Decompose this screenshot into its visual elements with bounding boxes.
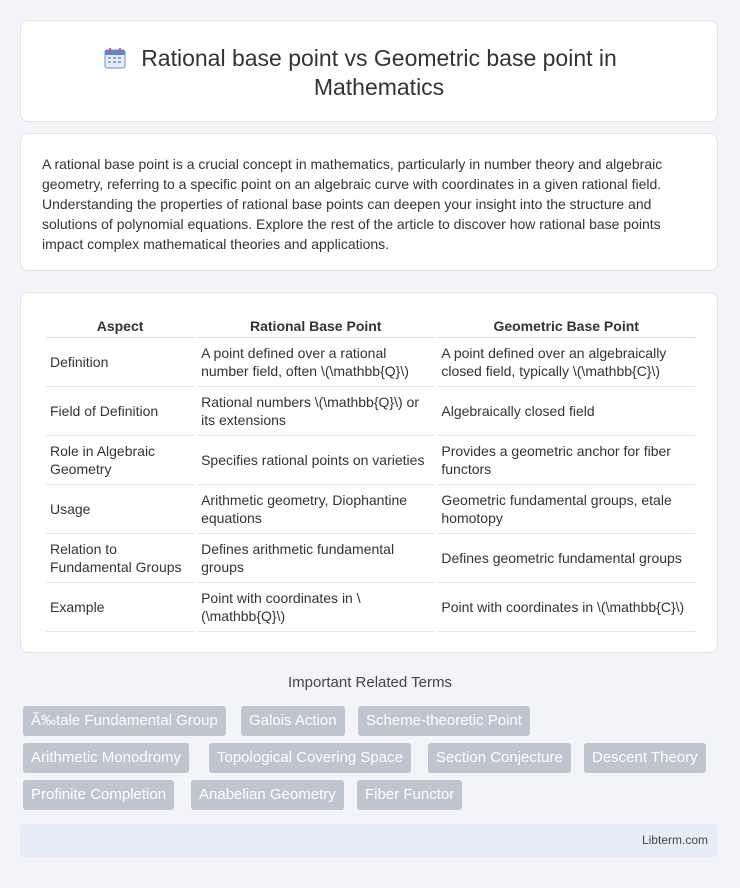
intro-paragraph: A rational base point is a crucial concept in mathematics, particularly in number theory and algebraic geometry, referring to a specific point on an algebraic curve with coordinates in a given rational field. Understanding the properties of rational base points can deepen your insight into the structure and solutions of polynomial equations. Explore the rest of the article to discover how rational base points impact complex mathematical theories and applications.: [42, 156, 663, 252]
table-row: [46, 534, 695, 583]
table-cell: Defines geometric fundamental groups: [437, 534, 695, 583]
comparison-table-card: [20, 292, 718, 653]
related-terms-heading: Important Related Terms: [288, 674, 452, 691]
table-row: [46, 338, 695, 387]
table-header-row: [46, 315, 695, 338]
related-term-tag[interactable]: Profinite Completion: [23, 780, 174, 810]
related-term-tag[interactable]: Galois Action: [241, 706, 345, 736]
column-header-geometric: Geometric Base Point: [437, 315, 695, 338]
table-cell: Definition: [46, 338, 194, 387]
related-term-tag[interactable]: Fiber Functor: [357, 780, 462, 810]
related-term-tag[interactable]: Section Conjecture: [428, 743, 571, 773]
table-cell: Rational numbers \(\mathbb{Q}\) or its extensions: [197, 387, 434, 436]
related-term-tag[interactable]: Topological Covering Space: [209, 743, 411, 773]
table-row: [46, 436, 695, 485]
header-card: [20, 20, 718, 122]
related-term-tag[interactable]: Descent Theory: [584, 743, 706, 773]
comparison-table: [43, 315, 698, 632]
intro-card: [20, 133, 718, 271]
related-term-tag[interactable]: Arithmetic Monodromy: [23, 743, 189, 773]
page-title: Rational base point vs Geometric base point in Mathematics: [141, 45, 617, 100]
table-cell: A point defined over a rational number field, often \(\mathbb{Q}\): [197, 338, 434, 387]
table-cell: Point with coordinates in \(\mathbb{C}\): [437, 583, 695, 632]
footer: [20, 824, 718, 857]
table-cell: Specifies rational points on varieties: [197, 436, 434, 485]
table-cell: Defines arithmetic fundamental groups: [197, 534, 434, 583]
table-row: [46, 583, 695, 632]
column-header-rational: Rational Base Point: [197, 315, 434, 338]
related-term-tag[interactable]: Anabelian Geometry: [191, 780, 344, 810]
table-row: [46, 485, 695, 534]
table-cell: Usage: [46, 485, 194, 534]
related-term-tag[interactable]: Ã‰tale Fundamental Group: [23, 706, 226, 736]
table-cell: Provides a geometric anchor for fiber functors: [437, 436, 695, 485]
table-cell: Field of Definition: [46, 387, 194, 436]
table-cell: A point defined over an algebraically closed field, typically \(\mathbb{C}\): [437, 338, 695, 387]
table-cell: Relation to Fundamental Groups: [46, 534, 194, 583]
column-header-aspect: Aspect: [46, 315, 194, 338]
table-cell: Arithmetic geometry, Diophantine equations: [197, 485, 434, 534]
related-term-tag[interactable]: Scheme-theoretic Point: [358, 706, 530, 736]
table-row: [46, 387, 695, 436]
footer-brand-link[interactable]: Libterm.com: [641, 833, 708, 847]
table-cell: Example: [46, 583, 194, 632]
table-cell: Point with coordinates in \(\mathbb{Q}\): [197, 583, 434, 632]
table-cell: Geometric fundamental groups, etale homotopy: [437, 485, 695, 534]
table-cell: Role in Algebraic Geometry: [46, 436, 194, 485]
table-cell: Algebraically closed field: [437, 387, 695, 436]
